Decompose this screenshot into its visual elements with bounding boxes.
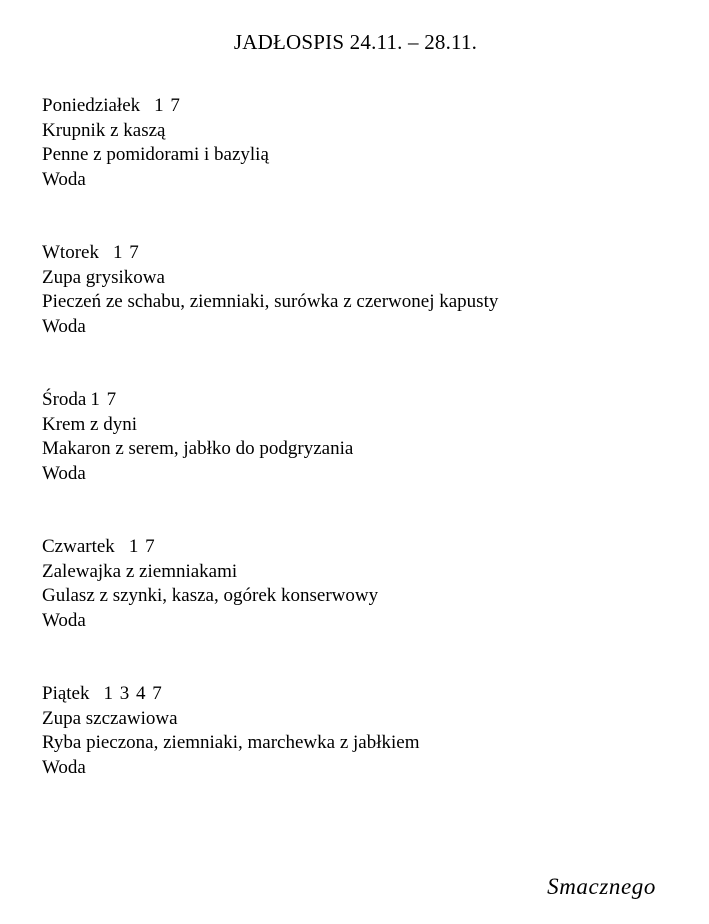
signoff-text: Smacznego bbox=[547, 874, 656, 899]
allergen-codes: 1 7 bbox=[154, 95, 181, 116]
day-wednesday bbox=[42, 388, 682, 486]
dish-drink: Woda bbox=[42, 315, 86, 337]
dish-drink: Woda bbox=[42, 168, 86, 190]
day-name: Wtorek bbox=[42, 242, 99, 263]
dish-main: Penne z pomidorami i bazylią bbox=[42, 144, 269, 166]
day-tuesday bbox=[42, 241, 682, 339]
dish-drink: Woda bbox=[42, 462, 86, 484]
day-header bbox=[42, 94, 682, 119]
day-thursday bbox=[42, 535, 682, 633]
allergen-codes: 1 3 4 7 bbox=[103, 683, 163, 704]
allergen-codes: 1 7 bbox=[128, 536, 156, 557]
day-name: Piątek bbox=[42, 683, 90, 704]
dish-main: Pieczeń ze schabu, ziemniaki, surówka z czerwonej kapusty bbox=[42, 291, 499, 313]
dish-soup: Zalewajka z ziemniakami bbox=[42, 560, 238, 582]
day-friday bbox=[42, 682, 682, 780]
dish-soup: Krupnik z kaszą bbox=[42, 119, 166, 141]
dish-drink: Woda bbox=[42, 756, 86, 778]
dish-soup: Zupa szczawiowa bbox=[42, 707, 178, 729]
day-name: Czwartek bbox=[42, 536, 115, 557]
day-name: Poniedziałek bbox=[42, 95, 141, 116]
dish-soup: Krem z dyni bbox=[42, 413, 137, 435]
day-name: Środa bbox=[42, 389, 87, 410]
allergen-codes: 1 7 bbox=[112, 242, 140, 263]
day-header bbox=[42, 388, 682, 413]
day-header bbox=[42, 535, 682, 560]
dish-soup: Zupa grysikowa bbox=[42, 266, 165, 288]
dish-main: Makaron z serem, jabłko do podgryzania bbox=[42, 438, 354, 460]
dish-main: Ryba pieczona, ziemniaki, marchewka z jabłkiem bbox=[42, 732, 420, 754]
dish-drink: Woda bbox=[42, 609, 86, 631]
allergen-codes: 1 7 bbox=[90, 389, 118, 410]
day-header bbox=[42, 241, 682, 266]
page-title: JADŁOSPIS 24.11. – 28.11. bbox=[233, 30, 478, 54]
day-header bbox=[42, 682, 682, 707]
day-monday bbox=[42, 94, 682, 192]
dish-main: Gulasz z szynki, kasza, ogórek konserwowy bbox=[42, 585, 379, 607]
